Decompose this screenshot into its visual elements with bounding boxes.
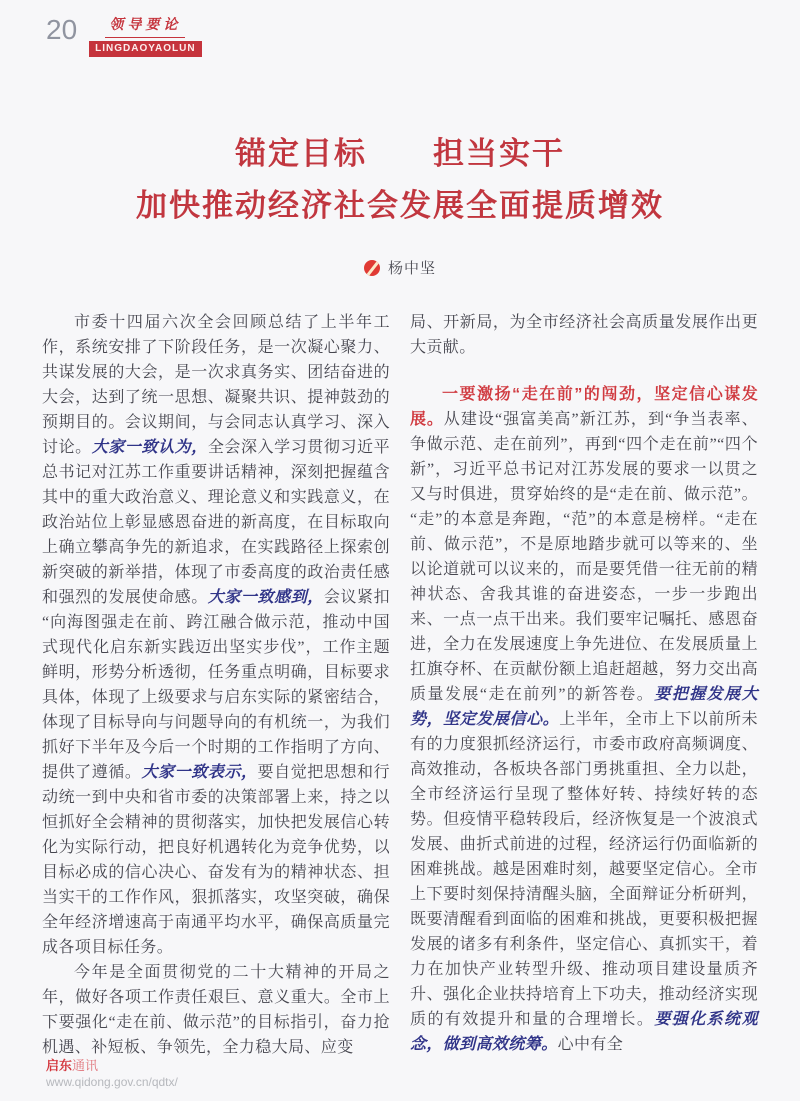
emphasis-phrase: 大家一致感到， (207, 589, 324, 606)
body-text: 上半年，全市上下以前所未有的力度狠抓经济运行，市委市政府高频调度、高效推动，各板块各部门勇挑重担、全力以赴，全市经济运行呈现了整体好转、持续好转的态势。但疫情平稳转段后，经济恢复是一个波浪式发展、曲折式前进的过程，经济运行仍面临新的困难挑战。越是困难时刻，越要坚定信心。全市上下要时刻保持清醒头脑，全面辩证分析研判，既要清醒看到面临的困难和挑战，更要积极把握发展的诸多有利条件，坚定信心、真抓实干，着力在加快产业转型升级、推动项目建设量质齐升、强化企业扶持培育上下功夫，推动经济实现质的有效提升和量的合理增长。 (410, 711, 758, 1028)
footer-url: www.qidong.gov.cn/qdtx/ (46, 1075, 178, 1090)
body-text: 心中有全 (557, 1036, 624, 1053)
left-column (42, 310, 390, 1060)
body-text: 今年是全面贯彻党的二十大精神的开局之年，做好各项工作责任艰巨、意义重大。全市上下要强化“走在前、做示范”的目标指引，奋力抢机遇、补短板、争领先，全力稳大局、应变 (42, 964, 390, 1056)
article-title-line2: 加快推动经济社会发展全面提质增效 (136, 187, 664, 223)
footer-brand (46, 1058, 178, 1074)
article-title-line1: 锚定目标 担当实干 (235, 136, 565, 171)
right-column (410, 310, 758, 1060)
emphasis-phrase: 要把握发展大势，坚定发展信心。 (410, 686, 758, 728)
emphasis-phrase: 要强化系统观念，做到高效统筹。 (410, 1011, 758, 1053)
body-text: 要自觉把思想和行动统一到中央和省市委的决策部署上来，持之以恒抓好全会精神的贯彻落实，加快把发展信心转化为实际行动，把良好机遇转化为竞争优势，以目标必成的信心决心、奋发有为的精神状态、担当实干的工作作风，狠抓落实，攻坚突破，确保全年经济增速高于南通平均水平，确保高质量完成各项目标任务。 (42, 764, 390, 956)
masthead-script-title: 领导要论 (105, 12, 185, 38)
footer-brand-light: 通讯 (72, 1058, 99, 1073)
body-text: 市委十四届六次全会回顾总结了上半年工作，系统安排了下阶段任务，是一次凝心聚力、共谋发展的大会，是一次求真务实、团结奋进的大会，达到了统一思想、凝聚共识、提神鼓劲的预期目的。会议期间，与会同志认真学习、深入讨论。 (42, 314, 390, 456)
body-text: 会议紧扣“向海图强走在前、跨江融合做示范，推动中国式现代化启东新实践迈出坚实步伐”，工作主题鲜明，形势分析透彻，任务重点明确，目标要求具体，体现了上级要求与启东实际的紧密结合，体现了目标导向与问题导向的有机统一，为我们抓好下半年及今后一个时期的工作指明了方向、提供了遵循。 (42, 589, 390, 781)
masthead (89, 12, 201, 57)
body-paragraph (42, 960, 390, 1060)
page-number: 20 (46, 14, 78, 45)
author-pen-icon (364, 260, 380, 276)
emphasis-phrase: 大家一致认为， (91, 439, 208, 456)
page-footer (46, 1058, 178, 1090)
emphasis-phrase: 大家一致表示， (141, 764, 258, 781)
masthead-pinyin-badge: LINGDAOYAOLUN (89, 41, 201, 57)
article-body (42, 310, 758, 1060)
body-text: 从建设“强富美高”新江苏，到“争当表率、争做示范、走在前列”，再到“四个走在前”“四个新”，习近平总书记对江苏发展的要求一以贯之又与时俱进，贯穿始终的是“走在前、做示范”。“走”的本意是奔跑，“范”的本意是榜样。“走在前、做示范”，不是原地踏步就可以等来的、坐以论道就可以议来的，而是要凭借一往无前的精神状态、舍我其谁的奋进姿态，一步一步跑出来、一点一点干出来。我们要牢记嘱托、感恩奋进，全力在发展速度上争先进位、在发展质量上扛旗夺杯、在贡献份额上追赶超越，努力交出高质量发展“走在前列”的新答卷。 (410, 411, 758, 703)
body-paragraph (42, 310, 390, 960)
lead-sentence: 一要激扬“走在前”的闯劲，坚定信心谋发展。 (410, 386, 758, 428)
article-title (0, 136, 800, 239)
author-name: 杨中坚 (387, 261, 436, 277)
footer-brand-bold: 启东 (46, 1058, 73, 1073)
body-paragraph (410, 382, 758, 1057)
body-text: 全会深入学习贯彻习近平总书记对江苏工作重要讲话精神，深刻把握蕴含其中的重大政治意义、理论意义和实践意义，在政治站位上彰显感恩奋进的新高度，在目标取向上确立攀高争先的新追求，在实践路径上探索创新突破的新举措，体现了市委高度的政治责任感和强烈的发展使命感。 (42, 439, 391, 606)
page-header (46, 12, 202, 57)
body-text: 局、开新局，为全市经济社会高质量发展作出更大贡献。 (410, 314, 758, 356)
author-row (0, 257, 800, 278)
body-paragraph (410, 310, 758, 360)
